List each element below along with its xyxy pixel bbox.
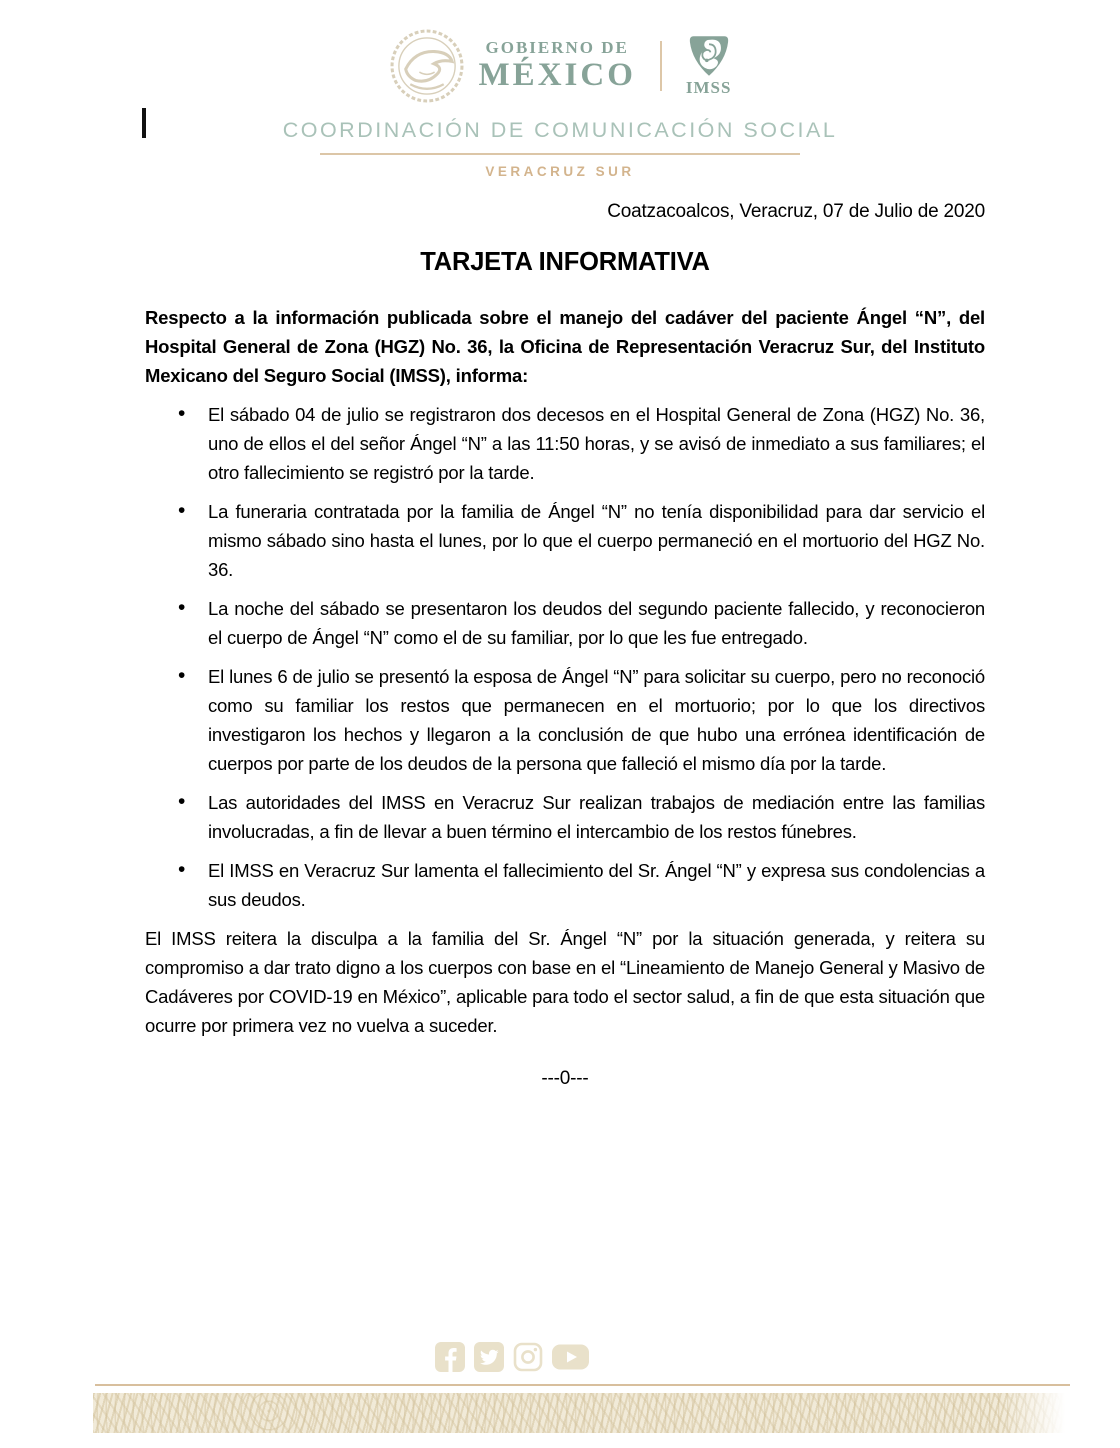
bullet-item: • El sábado 04 de julio se registraron dos decesos en el Hospital General de Zona (HGZ) No. 36, uno de ellos el del señor Ángel “N” a las 11:50 horas, y se avisó de inmediato a sus familiares; el otro fallecimiento se registró por la tarde. [145, 400, 985, 487]
footer-rule [95, 1384, 1070, 1386]
social-links-row [0, 1342, 1072, 1372]
imss-eagle-icon [687, 34, 731, 78]
intro-paragraph: Respecto a la información publicada sobre el manejo del cadáver del paciente Ángel “N”, del Hospital General de Zona (HGZ) No. 36, la Oficina de Representación Veracruz Sur, del Instituto Mexicano del Seguro Social (IMSS), informa: [145, 307, 985, 386]
gobierno-de-mexico-wordmark [479, 39, 636, 92]
letterhead [0, 0, 1120, 179]
instagram-icon[interactable] [513, 1342, 543, 1372]
gobierno-line: GOBIERNO DE [485, 38, 629, 58]
document-title: TARJETA INFORMATIVA [420, 248, 710, 276]
mexico-coat-of-arms-seal-icon [389, 28, 465, 104]
twitter-icon[interactable] [474, 1342, 504, 1372]
decorative-pattern-band [93, 1393, 1070, 1433]
text-cursor [142, 108, 146, 138]
mexico-line: MÉXICO [478, 57, 636, 94]
youtube-icon[interactable] [552, 1342, 589, 1372]
end-separator: ---0--- [541, 1068, 589, 1089]
facebook-icon[interactable] [435, 1342, 465, 1372]
closing-paragraph: El IMSS reitera la disculpa a la familia del Sr. Ángel “N” por la situación generada, y reitera su compromiso a dar trato digno a los cuerpos con base en el “Lineamiento de Manejo General y Masivo de Cadáveres por COVID-19 en México”, aplicable para todo el sector salud, a fin de que esta situación que ocurre por primera vez no vuelva a suceder. [145, 928, 985, 1036]
department-title: COORDINACIÓN DE COMUNICACIÓN SOCIAL [282, 118, 838, 142]
bullet-item: • Las autoridades del IMSS en Veracruz Sur realizan trabajos de mediación entre las familias involucradas, a fin de llevar a buen término el intercambio de los restos fúnebres. [145, 788, 985, 846]
document-body [145, 197, 985, 1093]
header-rule [320, 153, 800, 155]
gobierno-mexico-logo-row [0, 28, 1120, 104]
bullet-item: • La noche del sábado se presentaron los deudos del segundo paciente fallecido, y reconocieron el cuerpo de Ángel “N” como el de su familiar, por lo que les fue entregado. [145, 594, 985, 652]
region-subtitle: VERACRUZ SUR [485, 164, 635, 179]
bullet-item: • El IMSS en Veracruz Sur lamenta el fallecimiento del Sr. Ángel “N” y expresa sus condolencias a sus deudos. [145, 856, 985, 914]
imss-logo-block [686, 34, 732, 98]
imss-wordmark: IMSS [685, 78, 732, 97]
logo-divider [660, 41, 662, 91]
bullet-list [145, 400, 985, 914]
bullet-item: • La funeraria contratada por la familia de Ángel “N” no tenía disponibilidad para dar servicio el mismo sábado sino hasta el lunes, por lo que el cuerpo permaneció en el mortuorio del HGZ No. 36. [145, 497, 985, 584]
bullet-item: • El lunes 6 de julio se presentó la esposa de Ángel “N” para solicitar su cuerpo, pero no reconoció como su familiar los restos que permanecen en el mortuorio; por lo que los directivos investigaron los hechos y llegaron a la conclusión de que hubo una errónea identificación de cuerpos por parte de los deudos de la persona que falleció el mismo día por la tarde. [145, 662, 985, 778]
dateline: Coatzacoalcos, Veracruz, 07 de Julio de 2020 [607, 201, 985, 222]
